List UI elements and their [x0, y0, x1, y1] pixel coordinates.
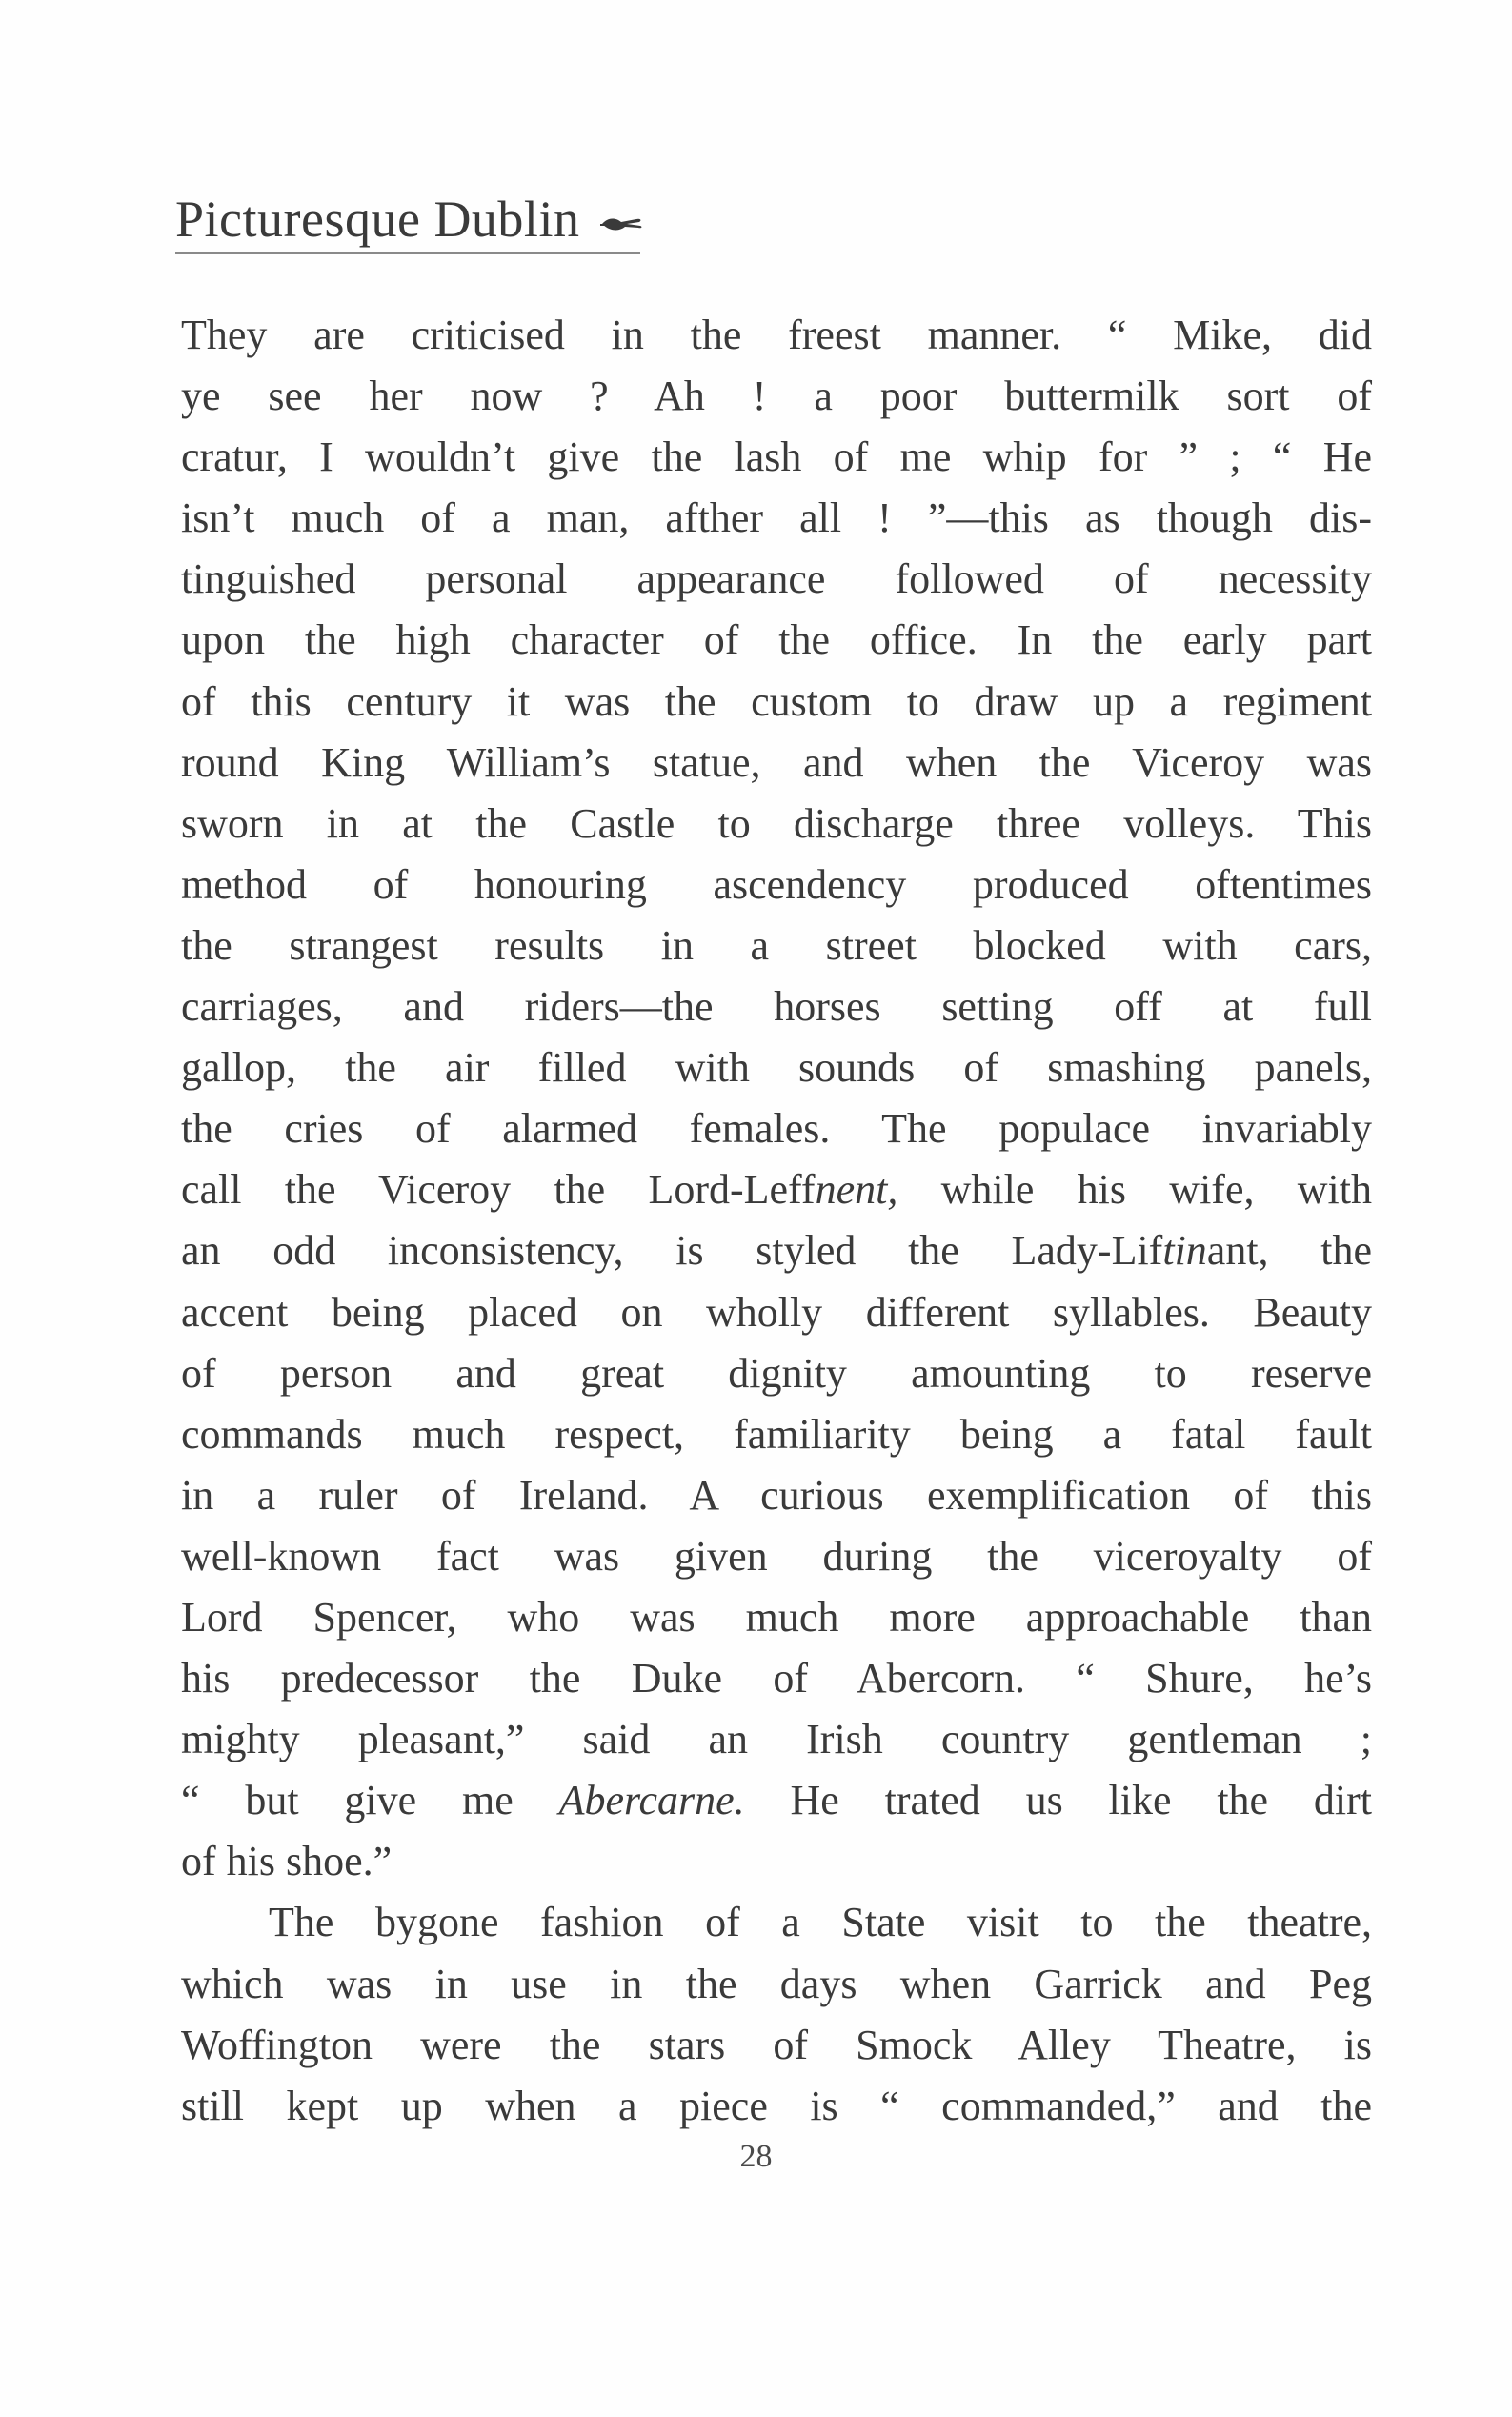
text-line: commands much respect, familiarity being a fatal fault	[181, 1410, 1372, 1458]
text-run: call the Viceroy the Lord-Leff	[181, 1166, 816, 1214]
text-line: tinguished personal appearance followed of necessity	[181, 555, 1372, 603]
header-rule	[175, 252, 640, 254]
text-line: ye see her now ? Ah ! a poor buttermilk sort of	[181, 373, 1372, 420]
text-line	[181, 1770, 1372, 1831]
text-line: of person and great dignity amounting to reserve	[181, 1349, 1372, 1397]
text-line: the cries of alarmed females. The populace invariably	[181, 1105, 1372, 1153]
text-line: which was in use in the days when Garrick and Peg	[181, 1960, 1372, 2007]
text-run: while his wife, with	[897, 1166, 1372, 1214]
text-line: of his shoe.”	[181, 1838, 393, 1885]
text-line: upon the high character of the office. In the early part	[181, 616, 1372, 664]
text-line: of this century it was the custom to draw up a regiment	[181, 677, 1372, 725]
text-line: his predecessor the Duke of Abercorn. “ Shure, he’s	[181, 1655, 1372, 1702]
text-line: carriages, and riders—the horses setting off at full	[181, 983, 1372, 1031]
text-line: They are criticised in the freest manner. “ Mike, did	[181, 312, 1372, 358]
text-line	[181, 1220, 1372, 1281]
text-run: an odd inconsistency, is styled the Lady-Lif	[181, 1227, 1163, 1275]
running-head	[175, 173, 648, 248]
text-line: in a ruler of Ireland. A curious exemplification of this	[181, 1471, 1372, 1519]
text-line: Lord Spencer, who was much more approachable than	[181, 1593, 1372, 1641]
text-line: Woffington were the stars of Smock Alley Theatre, is	[181, 2021, 1372, 2068]
text-line: well-known fact was given during the viceroyalty of	[181, 1532, 1372, 1580]
body-text	[181, 305, 1372, 2137]
text-run: “ but give me	[181, 1777, 559, 1824]
text-line: method of honouring ascendency produced oftentimes	[181, 860, 1372, 908]
text-line: isn’t much of a man, afther all ! ”—this as though dis-	[181, 494, 1372, 542]
hand-ornament-icon	[598, 211, 648, 236]
text-line	[181, 1159, 1372, 1220]
text-line: mighty pleasant,” said an Irish country gentleman ;	[181, 1716, 1372, 1763]
italic-run: nent,	[815, 1166, 898, 1214]
text-line: cratur, I wouldn’t give the lash of me whip for ” ; “ He	[181, 433, 1372, 481]
text-line: round King William’s statue, and when the Viceroy was	[181, 738, 1372, 786]
paragraph-first-line: The bygone fashion of a State visit to the theatre,	[269, 1899, 1372, 1946]
page-number: 28	[739, 2139, 773, 2174]
running-title: Picturesque Dublin	[175, 191, 580, 248]
text-run: ant, the	[1206, 1227, 1372, 1275]
text-line: sworn in at the Castle to discharge three volleys. This	[181, 799, 1372, 847]
italic-run: Abercarne.	[558, 1777, 745, 1824]
text-line: the strangest results in a street blocked with cars,	[181, 921, 1372, 969]
text-line: gallop, the air filled with sounds of smashing panels,	[181, 1044, 1372, 1092]
text-line: accent being placed on wholly different syllables. Beauty	[181, 1288, 1372, 1336]
italic-run: tin	[1162, 1227, 1207, 1275]
text-line: still kept up when a piece is “ commanded,” and the	[181, 2082, 1372, 2129]
text-run: He trated us like the dirt	[744, 1777, 1373, 1824]
